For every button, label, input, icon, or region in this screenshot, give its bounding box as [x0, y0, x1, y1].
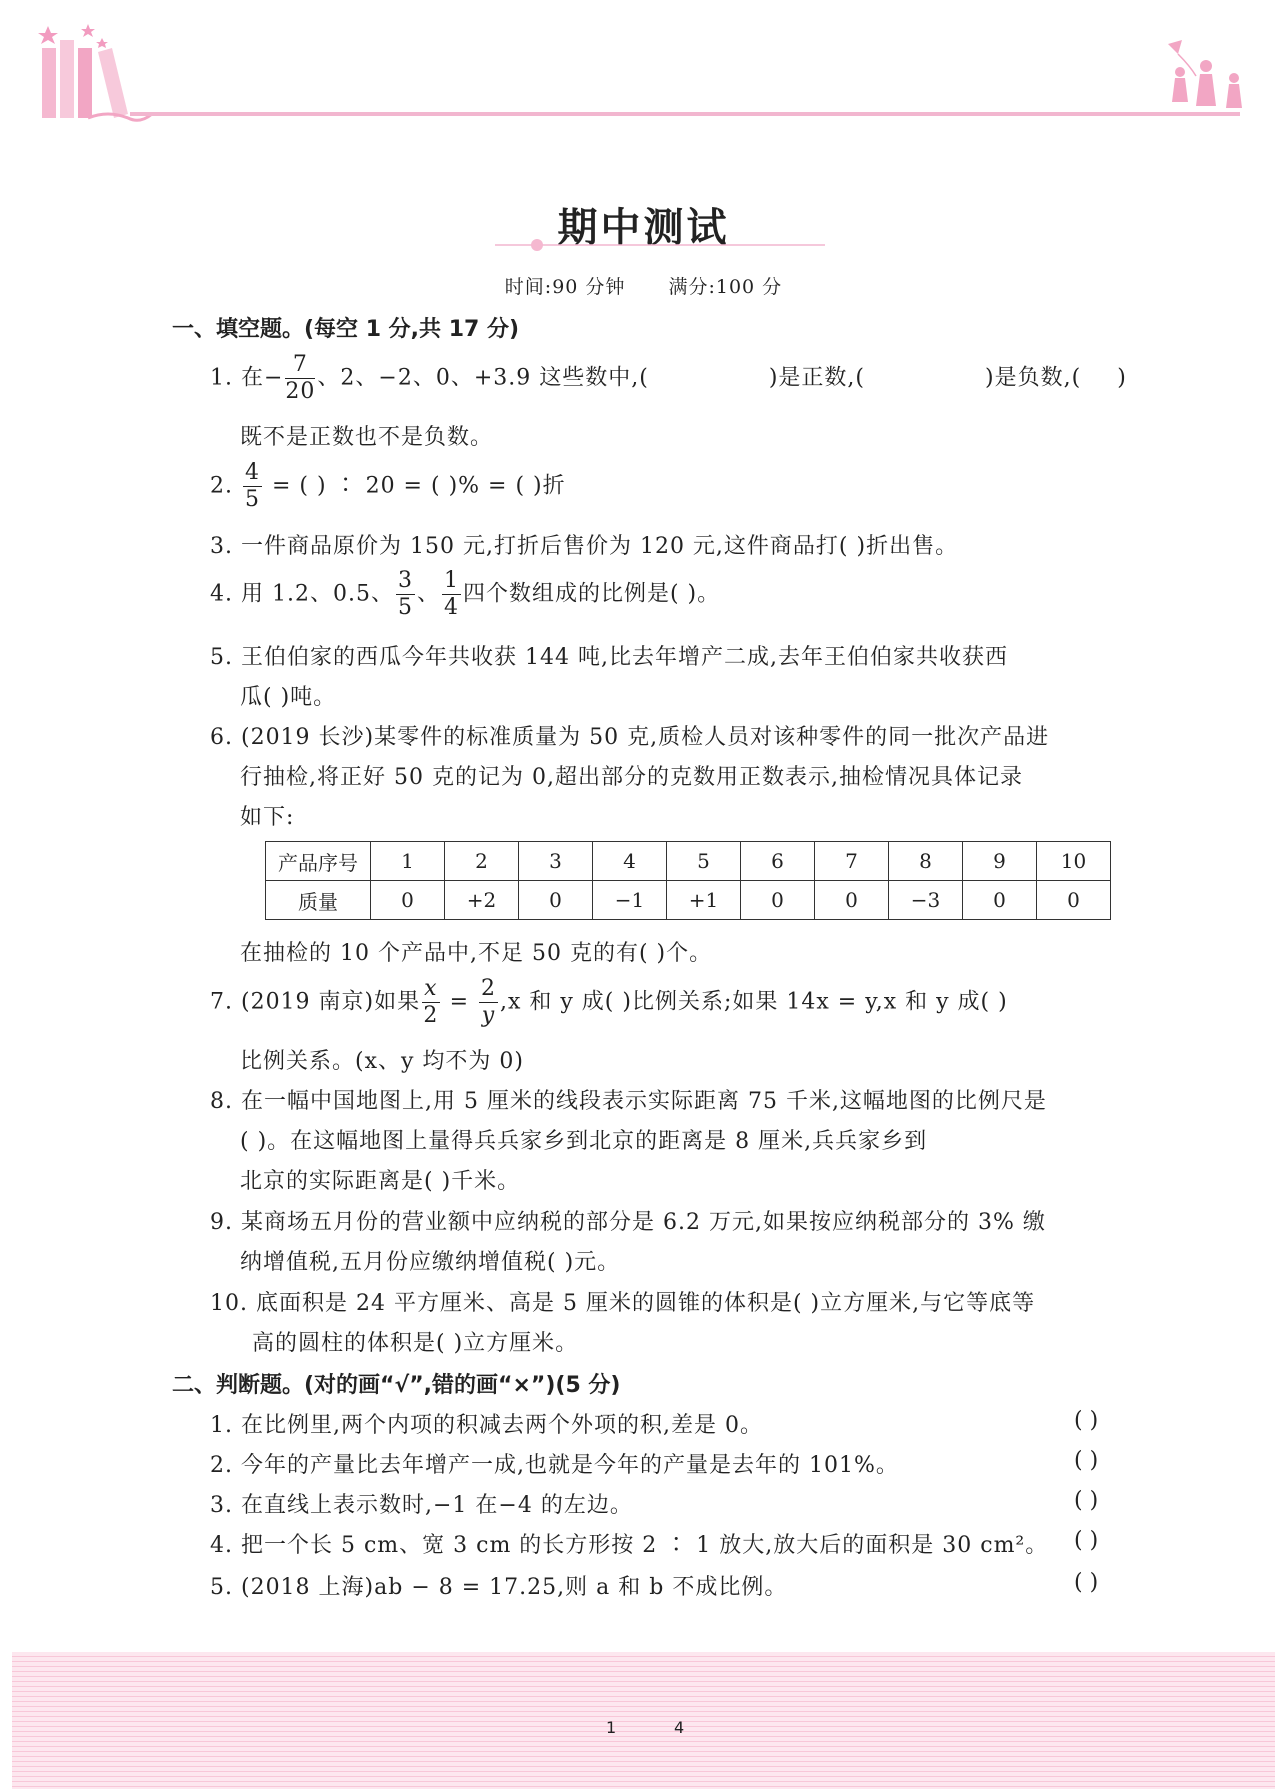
fraction: $\frac{2}{y}$ — [481, 976, 496, 1028]
title-underline — [495, 238, 825, 252]
table-cell: 10 — [1037, 842, 1111, 881]
judge-item-2: 2. 今年的产量比去年增产一成,也就是今年的产量是去年的 101%。 — [210, 1453, 899, 1478]
table-cell: 1 — [371, 842, 445, 881]
fraction: $\frac{x}{2}$ — [423, 976, 439, 1028]
table-cell: +2 — [445, 881, 519, 920]
table-header: 质量 — [266, 881, 371, 920]
question-3: 3. 一件商品原价为 150 元,打折后售价为 120 元,这件商品打( )折出售。 — [210, 534, 959, 559]
table-cell: 8 — [889, 842, 963, 881]
question-8-line2: ( )。在这幅地图上量得兵兵家乡到北京的距离是 8 厘米,兵兵家乡到 — [240, 1129, 928, 1154]
question-7: 7. (2019 南京)如果 $\frac{x}{2}$ = $\frac{2}{y}$ ,x 和 y 成( )比例关系;如果 14x = y,x 和 y 成( ) — [210, 976, 1008, 1028]
judge-item-5: 5. (2018 上海)ab − 8 = 17.25,则 a 和 b 不成比例。 — [210, 1575, 788, 1600]
table-header: 产品序号 — [266, 842, 371, 881]
answer-paren[interactable]: ( ) — [1074, 1448, 1099, 1473]
question-1-line2: 既不是正数也不是负数。 — [240, 425, 494, 450]
judge-item-3: 3. 在直线上表示数时,−1 在−4 的左边。 — [210, 1493, 633, 1518]
table-cell: 4 — [593, 842, 667, 881]
question-2: 2. $\frac{4}{5}$ = ( ) ∶ 20 = ( )% = ( )折 — [210, 460, 566, 512]
page-number-right: 4 — [674, 1718, 685, 1737]
table-cell: 3 — [519, 842, 593, 881]
table-cell: 0 — [371, 881, 445, 920]
answer-paren[interactable]: ( ) — [1074, 1570, 1099, 1595]
table-cell: 5 — [667, 842, 741, 881]
answer-paren[interactable]: ( ) — [1074, 1408, 1099, 1433]
question-8: 8. 在一幅中国地图上,用 5 厘米的线段表示实际距离 75 千米,这幅地图的比例尺是 — [210, 1089, 1047, 1114]
answer-paren[interactable]: ( ) — [1074, 1528, 1099, 1553]
table-cell: 0 — [1037, 881, 1111, 920]
fraction: $\frac{1}{4}$ — [443, 568, 459, 620]
page-number-left: 1 — [606, 1718, 617, 1737]
table-row — [266, 881, 1111, 920]
answer-paren[interactable]: ( ) — [1074, 1488, 1099, 1513]
judge-item-1: 1. 在比例里,两个内项的积减去两个外项的积,差是 0。 — [210, 1413, 763, 1438]
question-6-followup: 在抽检的 10 个产品中,不足 50 克的有( )个。 — [240, 941, 713, 966]
question-4: 4. 用 1.2、0.5、 $\frac{3}{5}$ 、 $\frac{1}{4}$ 四个数组成的比例是( )。 — [210, 568, 721, 620]
question-10-line2: 高的圆柱的体积是( )立方厘米。 — [252, 1331, 579, 1356]
exam-meta — [0, 272, 1287, 299]
table-cell: 7 — [815, 842, 889, 881]
page-title: 期中测试 — [557, 205, 730, 251]
table-cell: 0 — [741, 881, 815, 920]
table-cell: 6 — [741, 842, 815, 881]
section2-heading: 二、判断题。(对的画“√”,错的画“×”)(5 分) — [172, 1373, 621, 1398]
footer-band — [12, 1652, 1275, 1789]
table-cell: 0 — [519, 881, 593, 920]
table-cell: −1 — [593, 881, 667, 920]
question-9-line2: 纳增值税,五月份应缴纳增值税( )元。 — [240, 1250, 621, 1275]
table-cell: 0 — [815, 881, 889, 920]
question-10: 10. 底面积是 24 平方厘米、高是 5 厘米的圆锥的体积是( )立方厘米,与它等底等 — [210, 1291, 1036, 1316]
question-5-line2: 瓜( )吨。 — [240, 685, 337, 710]
full-score: 满分:100 分 — [668, 276, 783, 298]
question-1: 1. 在− $\frac{7}{20}$ 、2、−2、0、+3.9 这些数中,( )是正数,( )是负数,( ) — [210, 352, 1127, 404]
question-6: 6. (2019 长沙)某零件的标准质量为 50 克,质检人员对该种零件的同一批次产品进 — [210, 725, 1050, 750]
inspection-table — [265, 841, 1111, 920]
question-7-line2: 比例关系。(x、y 均不为 0) — [240, 1049, 524, 1074]
question-9: 9. 某商场五月份的营业额中应纳税的部分是 6.2 万元,如果按应纳税部分的 3% 缴 — [210, 1210, 1046, 1235]
fraction: $\frac{4}{5}$ — [245, 460, 260, 512]
kids-kite-icon — [1150, 36, 1250, 120]
header-rule — [130, 112, 1240, 116]
section1-heading: 一、填空题。(每空 1 分,共 17 分) — [172, 317, 520, 342]
table-cell: 0 — [963, 881, 1037, 920]
question-6-line2: 行抽检,将正好 50 克的记为 0,超出部分的克数用正数表示,抽检情况具体记录 — [240, 765, 1023, 790]
time-limit: 时间:90 分钟 — [504, 276, 626, 298]
table-row — [266, 842, 1111, 881]
judge-item-4: 4. 把一个长 5 cm、宽 3 cm 的长方形按 2 ∶ 1 放大,放大后的面积是 30 cm²。 — [210, 1533, 1049, 1558]
table-cell: 2 — [445, 842, 519, 881]
fraction: $\frac{3}{5}$ — [397, 568, 413, 620]
table-cell: −3 — [889, 881, 963, 920]
table-cell: +1 — [667, 881, 741, 920]
question-5: 5. 王伯伯家的西瓜今年共收获 144 吨,比去年增产二成,去年王伯伯家共收获西 — [210, 645, 1008, 670]
table-cell: 9 — [963, 842, 1037, 881]
fraction: $\frac{7}{20}$ — [285, 352, 316, 404]
question-6-line3: 如下: — [240, 805, 295, 830]
question-8-line3: 北京的实际距离是( )千米。 — [240, 1169, 521, 1194]
